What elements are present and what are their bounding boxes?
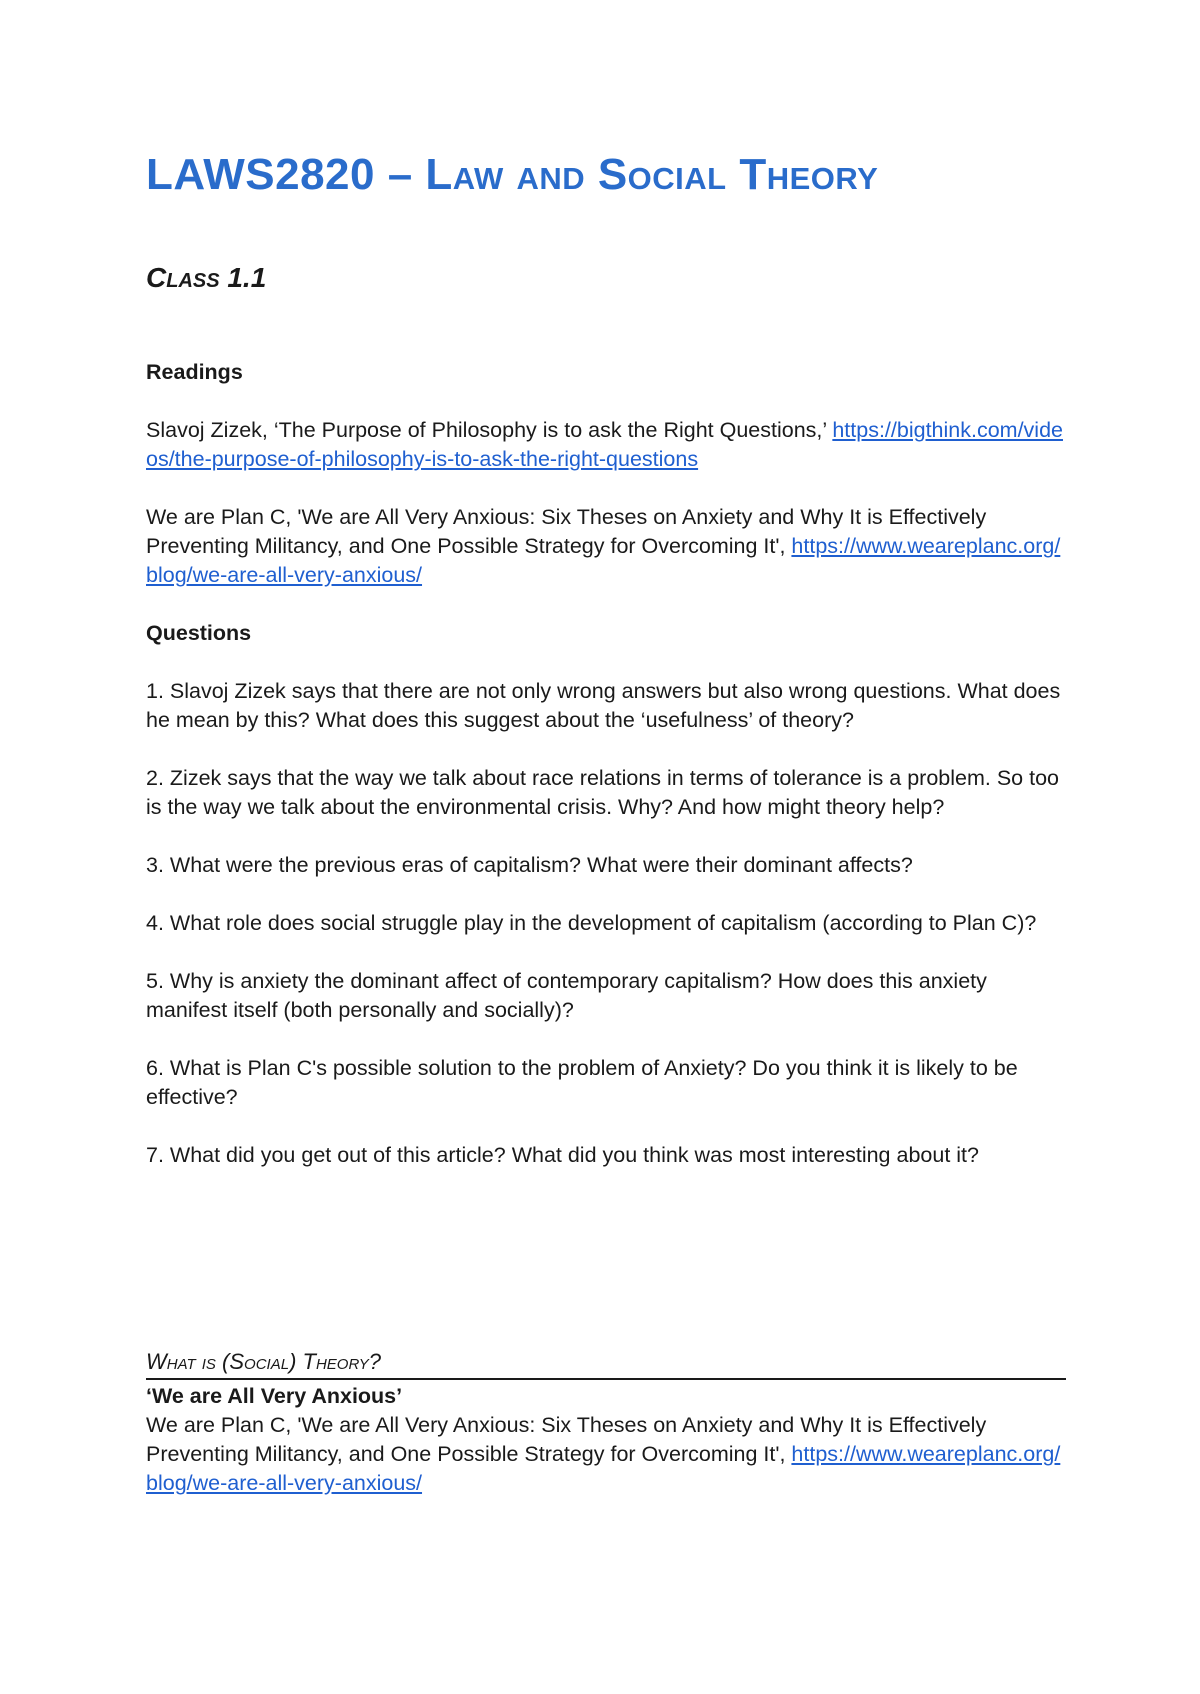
section-heading: What is (Social) Theory? — [146, 1348, 1066, 1380]
question-4: 4. What role does social struggle play in the development of capitalism (according to Plan C)? — [146, 911, 1037, 935]
question-3: 3. What were the previous eras of capitalism? What were their dominant affects? — [146, 853, 913, 877]
document-title: LAWS2820 – Law and Social Theory — [146, 150, 879, 199]
section-body — [146, 1382, 1066, 1498]
questions-label: Questions — [146, 621, 252, 645]
section-text: We are Plan C, 'We are All Very Anxious: Six Theses on Anxiety and Why It is Effectively Preventing Militancy, and One Possible Strategy for Overcoming It', — [146, 1413, 987, 1466]
section-subtitle: ‘We are All Very Anxious’ — [146, 1384, 403, 1408]
reading-2-link[interactable]: https://www.weareplanc.org/blog/we-are-all-very-anxious/ — [146, 534, 1061, 587]
reading-2-text: We are Plan C, 'We are All Very Anxious: Six Theses on Anxiety and Why It is Effectively Preventing Militancy, and One Possible Strategy for Overcoming It', — [146, 505, 987, 558]
question-7: 7. What did you get out of this article? What did you think was most interesting about it? — [146, 1143, 979, 1167]
section-link[interactable]: https://www.weareplanc.org/blog/we-are-all-very-anxious/ — [146, 1442, 1061, 1495]
question-2: 2. Zizek says that the way we talk about race relations in terms of tolerance is a problem. So too is the way we talk about the environmental crisis. Why? And how might theory help? — [146, 766, 1059, 819]
reading-2 — [146, 503, 1066, 590]
readings-label: Readings — [146, 360, 243, 384]
question-1: 1. Slavoj Zizek says that there are not only wrong answers but also wrong questions. What does he mean by this? What does this suggest about the ‘usefulness’ of theory? — [146, 679, 1061, 732]
reading-1-text: Slavoj Zizek, ‘The Purpose of Philosophy is to ask the Right Questions,’ — [146, 418, 833, 442]
question-5: 5. Why is anxiety the dominant affect of contemporary capitalism? How does this anxiety manifest itself (both personally and socially)? — [146, 969, 987, 1022]
reading-1-link[interactable]: https://bigthink.com/videos/the-purpose-of-philosophy-is-to-ask-the-right-questions — [146, 418, 1063, 471]
document-body — [146, 358, 1066, 1199]
class-heading: Class 1.1 — [146, 262, 267, 293]
reading-1 — [146, 416, 1066, 474]
question-6: 6. What is Plan C's possible solution to the problem of Anxiety? Do you think it is likely to be effective? — [146, 1056, 1018, 1109]
section-paragraph — [146, 1411, 1066, 1498]
